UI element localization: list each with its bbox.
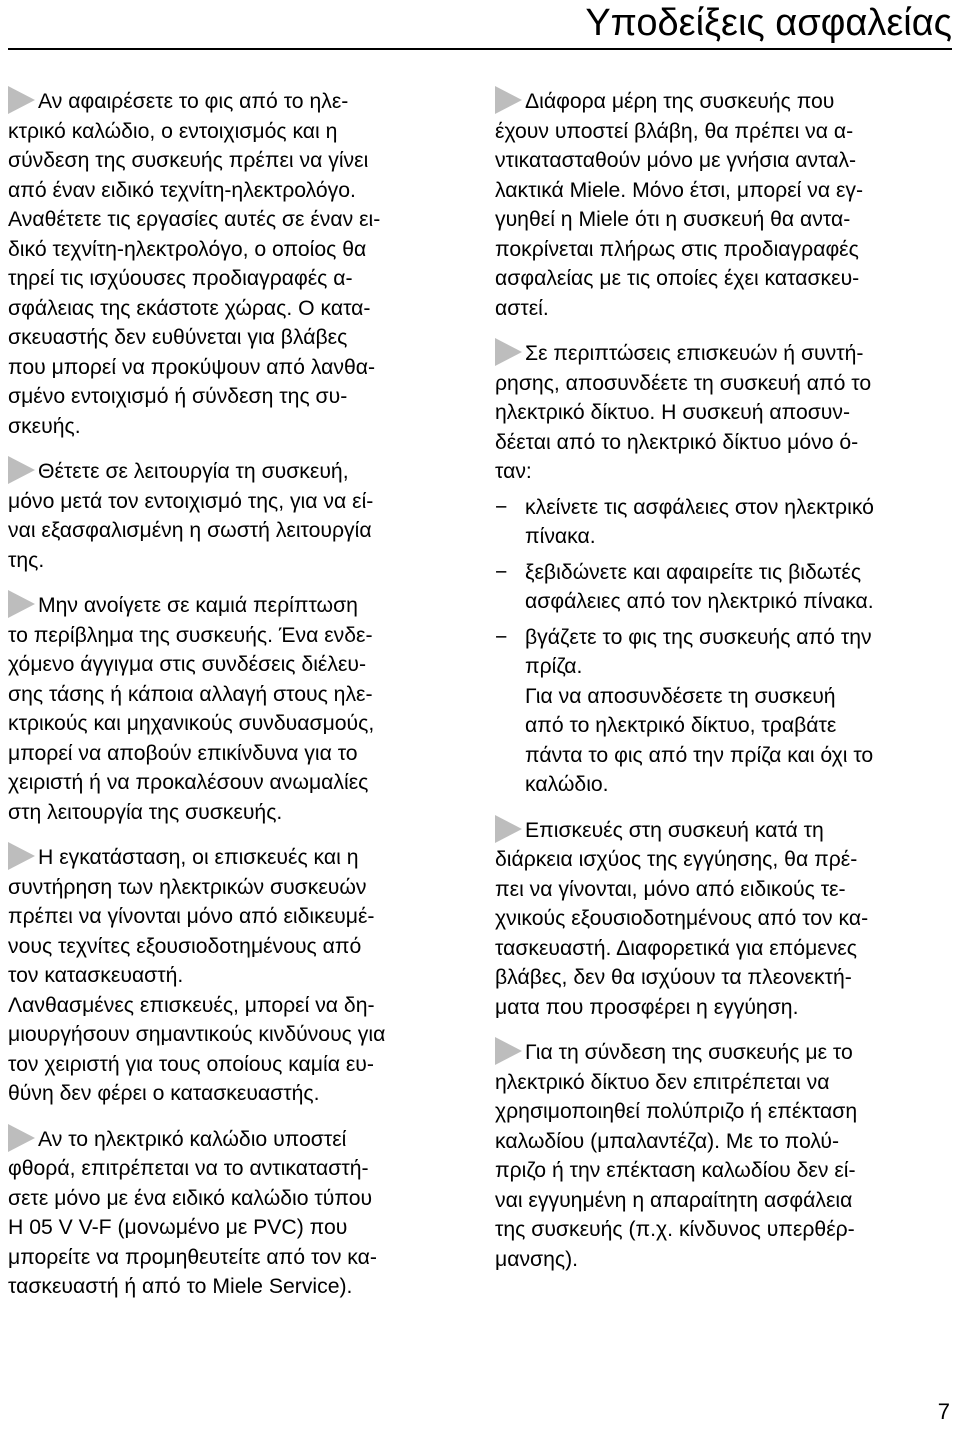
triangle-arrow-icon — [8, 86, 35, 114]
safety-note — [8, 456, 470, 575]
page-number: 7 — [937, 1399, 950, 1424]
list-item — [495, 558, 953, 617]
safety-note — [8, 842, 470, 991]
list-item-text: κλείνετε τις ασφάλειες στον ηλεκτρικό πίνακα. — [525, 495, 874, 548]
list-item — [495, 623, 953, 682]
right-column — [495, 86, 953, 1289]
dash-bullet: − — [495, 625, 508, 649]
safety-note-text: Μην ανοίγετε σε καμιά περίπτωση το περίβλημα της συσκευής. Ένα ενδε- χόμενο άγγιγμα στις συνδέσεις διέλευ- σης τάσης ή κάποια αλλαγή στους ηλε- κτρικούς και μηχανικούς συνδυασμούς, μπορεί να αποβούν επικίνδυνα για το χειριστή ή να προκαλέσουν ανωμαλίες στη λειτουργία της συσκευής. — [8, 594, 375, 824]
list-note: Για να αποσυνδέσετε τη συσκευή από το ηλεκτρικό δίκτυο, τραβάτε πάντα το φις από την πρίζα και όχι το καλώδιο. — [525, 684, 874, 796]
triangle-arrow-icon — [495, 1037, 522, 1065]
triangle-arrow-icon — [8, 590, 35, 618]
safety-note-text: Επισκευές στη συσκευή κατά τη διάρκεια ισχύος της εγγύησης, θα πρέ- πει να γίνονται, μόνο από ειδικούς τε- χνικούς εξουσιοδοτημένους από τον κα- τασκευαστή. Διαφορετικά για επόμενες βλάβες, δεν θα ισχύουν τα πλεονεκτή- ματα που προσφέρει η εγγύηση. — [495, 818, 869, 1019]
safety-note — [495, 815, 953, 1023]
safety-note — [495, 338, 953, 487]
safety-note — [8, 590, 470, 827]
safety-note — [495, 86, 953, 323]
page-title: Υποδείξεις ασφαλείας — [585, 2, 952, 44]
safety-note-continuation: Λανθασμένες επισκευές, μπορεί να δη- μιουργήσουν σημαντικούς κινδύνους για τον χειριστή για τους οποίους καμία ευ- θύνη δεν φέρει ο κατασκευαστής. — [8, 993, 386, 1105]
safety-note-text: Αν αφαιρέσετε το φις από το ηλε- κτρικό καλώδιο, ο εντοιχισμός και η σύνδεση της συσκευής πρέπει να γίνει από έναν ειδικό τεχνίτη-ηλεκτρολόγο. Αναθέτετε τις εργασίες αυτές σε έναν ει- δικό τεχνίτη-ηλεκτρολόγο, ο οποίος θα τηρεί τις ισχύουσες προδιαγραφές α- σφάλειας της εκάστοτε χώρας. Ο κατα- σκευαστής δεν ευθύνεται για βλάβες που μπορεί να προκύψουν από λανθα- σμένο εντοιχισμό ή σύνδεση της συ- σκευής. — [8, 90, 381, 438]
dash-bullet: − — [495, 560, 508, 584]
safety-note-text: Για τη σύνδεση της συσκευής με το ηλεκτρικό δίκτυο δεν επιτρέπεται να χρησιμοποιηθεί πολύπριζο ή επέκταση καλωδίου (μπαλαντέζα). Με το πολύ- πριζο ή την επέκταση καλωδίου δεν εί- ναι εγγυημένη η απαραίτητη ασφάλεια της συσκευής (π.χ. κίνδυνος υπερθέρ- μανσης). — [495, 1041, 858, 1271]
list-item-text: ξεβιδώνετε και αφαιρείτε τις βιδωτές ασφάλειες από τον ηλεκτρικό πίνακα. — [525, 560, 874, 613]
safety-note-text: Αν το ηλεκτρικό καλώδιο υποστεί φθορά, επιτρέπεται να το αντικαταστή- σετε μόνο με ένα ειδικό καλώδιο τύπου H 05 V V-F (μονωμένο με PVC) που μπορείτε να προμηθευτείτε από τον κα- τασκευαστή ή από το Miele Service). — [8, 1127, 377, 1298]
triangle-arrow-icon — [495, 338, 522, 366]
safety-note — [8, 1124, 470, 1302]
safety-note-text: Διάφορα μέρη της συσκευής που έχουν υποστεί βλάβη, θα πρέπει να α- ντικατασταθούν μόνο με γνήσια ανταλ- λακτικά Miele. Μόνο έτσι, μπορεί να εγ- γυηθεί η Miele ότι η συσκευή θα αντα- ποκρίνεται πλήρως στις προδιαγραφές ασφαλείας με τις οποίες έχει κατασκευ- αστεί. — [495, 90, 864, 320]
left-column — [8, 86, 470, 1317]
list-item-text: βγάζετε το φις της συσκευής από την πρίζα. — [525, 625, 872, 678]
safety-note-text: Η εγκατάσταση, οι επισκευές και η συντήρηση των ηλεκτρικών συσκευών πρέπει να γίνονται μόνο από ειδικευμέ- νους τεχνίτες εξουσιοδοτημένους από τον κατασκευαστή. — [8, 846, 375, 987]
safety-note-text: Σε περιπτώσεις επισκευών ή συντή- ρησης, αποσυνδέετε τη συσκευή από το ηλεκτρικό δίκτυο. Η συσκευή αποσυν- δέεται από το ηλεκτρικό δίκτυο μόνο ό- ταν: — [495, 342, 872, 483]
triangle-arrow-icon — [495, 815, 522, 843]
title-rule — [8, 48, 952, 50]
triangle-arrow-icon — [8, 456, 35, 484]
triangle-arrow-icon — [495, 86, 522, 114]
triangle-arrow-icon — [8, 1124, 35, 1152]
triangle-arrow-icon — [8, 842, 35, 870]
safety-note — [495, 1037, 953, 1274]
list-item — [495, 493, 953, 552]
safety-note — [8, 86, 470, 441]
safety-note-text: Θέτετε σε λειτουργία τη συσκευή, μόνο μετά τον εντοιχισμό της, για να εί- ναι εξασφαλισμένη η σωστή λειτουργία της. — [8, 460, 374, 572]
dash-bullet: − — [495, 495, 508, 519]
